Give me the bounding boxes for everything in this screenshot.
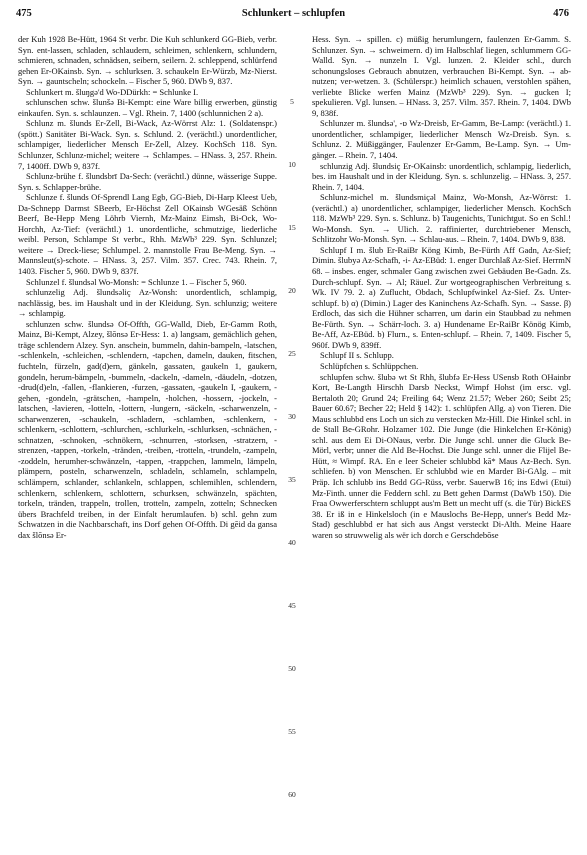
dictionary-entry: Schlupf I m. šlub Er-RaiBr Köng Kimb, Be-Fürth Aff Gadn, Az-Sief; Dimin. šlubyə Az-Schafh, -i- Az-EBüd: 1. enger Durchlaß Az-Sief. HerrmN 68. – insbes. enger, schmaler Gang zwischen zwei Gebäuden Be-Gadn. Zs. Durch-schlupf. Syn. → Al; Räuel. Zur wortgeographischen Verbreitung s. Wk. IV 79. 2. a) Zuflucht, Obdach, Schlupfwinkel Az-Sief. Zs. Unter-schlupf. b) α) (Dimin.) Lager des Kaninchens Az-Schafh. Syn. → Sasse. β) Erdloch, das sich die Hühner scharren, um darin ein Staubbad zu nehmen Be-Fürth. Syn. → Schärr-loch. 3. a) Hundename Er-RaiBr Könög Kimb, Be-Aff, Az-EBüd. b) Flurn., s. Enten-schlupf. – Rhein. 7, 1409. Fischer 5, 960f. DWb 9, 839ff. bbox=[312, 244, 571, 350]
line-number: 55 bbox=[288, 727, 296, 736]
dictionary-entry: Schlunz m. šlunds Er-Zell, Bi-Wack, Az-Wörrst Alz: 1. (Soldatenspr.) (spött.) Sanitäter Bi-Wack. Syn. s. Schlund. 2. (verächtl.) unordentlicher, schlampiger, liederlicher Mensch Er-Zell, Alzey. KochSch 118. Syn. Schlunzer, Schlunz-michel; weitere → Schlampes. – HNass. 3, 257. Rhein. 7, 1400ff. DWb 9, 837f. bbox=[18, 118, 277, 171]
line-number: 40 bbox=[288, 538, 296, 547]
left-column bbox=[18, 34, 277, 540]
dictionary-entry: Schlunkert m. šluŋgə'd Wo-DDürkh: = Schlunke I. bbox=[26, 86, 199, 97]
dictionary-entry: Schlüpfchen s. Schlüppchen. bbox=[320, 360, 419, 371]
line-number: 35 bbox=[288, 475, 296, 484]
entry-continuation: der Kuh 1928 Be-Hütt, 1964 St verbr. Die Kuh schlunkerd GG-Bieb, verbr. Syn. ent-lassen, schladen, schlaudern, schleimen, schlenkern, schlundern, schmieren, schnaden, schnädsen, seibern, seilern. 2. schleppend, schlürfend gehen Er-OKainsb. Syn. → schlurksen. 3. schaukeln Er-Würzb, Mz-Nierst. Syn. → gauntscheln; schockeln. – Fischer 5, 960. DWb 9, 837. bbox=[18, 34, 277, 87]
entry-continuation: Hess. Syn. → spillen. c) müßig herumlungern, faulenzen Er-Gamm. S. Schlunzer. Syn. → schweimern. d) im Halbschlaf liegen, schlummern GG-Walld. Syn. → nunzeln I. Vgl. lunzen. 2. Kleider schl., durch schonungsloses Gebrauch abnutzen, verbrauchen Bi-Kempt. Syn. → ab-nutzen; ver-wetzen. 3. (Schülerspr.) heimlich schauen, verstohlen spähen, verliebte Blicke werfen Mainz (MzWb³ 229). Syn. → gucken I; spekulieren. Vgl. lunsen. – HNass. 3, 257. Vilm. 357. Rhein. 7, 1404. DWb 9, 838f. bbox=[312, 34, 571, 118]
dictionary-entry: schlunzig Adj. šlundsiç Er-OKainsb: unordentlich, schlampig, liederlich, bes. im Haushalt und in der Kleidung. Syn. s. schlunzelig. – HNass. 3, 257. Rhein. 7, 1404. bbox=[312, 160, 571, 192]
line-number: 25 bbox=[288, 349, 296, 358]
running-head-title: Schlunkert – schlupfen bbox=[241, 8, 346, 19]
line-number: 30 bbox=[288, 412, 296, 421]
line-number: 10 bbox=[288, 160, 296, 169]
line-number: 45 bbox=[288, 601, 296, 610]
dictionary-entry: schlupfen schw. šlubə wt St Rhh, šlubfə Er-Hess USensb Roth OHainbr Kort, Be-Langth Hirschh Darsb Neckst, Wimpf Hohst (im ersc. vgl. Bertaloth 20; Grund 24; Freiling 64; Wenz 21.57; Weber 260; Seibt 25; Bauer 60.67; Becher 22; Held § 142): 1. schlüpfen Allg. a) von Tieren. Die Maus schlubbd ens Loch un sich zu verstecken Mz-Hill. Die Hinkel schl. in de Stall Be-GRohr. Holzamer 102. Die Junge (die Hinkelchen Er-König) schl. aus dem Ei Di-ONaus, verbr. Die Junge schl. unner die Gluck Be-Mörl, verbr; unner die Ald Be-Hochst. Die Junge schl. unner die Flijel Be-Hütt, ≈ Wimpf. RA. En e leer Scheier schlubbd kā* Maus Az-Bech. Syn. schliefen. b) von Menschen. Er schlubbd wie en Marder Bi-GAlg. – mit Präp. Ich schlubb ins Bedd GG-Rüss, verbr. SauerwB 16; ins Edwi (Etui) Mz-Finth. unner die Feddern schl. zu Bett gehen Darmst (DaWb 150). Die Fraa Owwerferschtern schluppt aus'm Bett un mecht uff (s. die Tür) BickES 38. Er iß in e Hinkelsloch (in e Mauslochs Be-Hepp, unner's Bedd Mz-Stad) geschlubbd er hat sich aus Angst versteckt Di-Alth. Meine Haare waren so struwwelig als wër ich dorch e Gerschdebōse bbox=[312, 371, 571, 540]
dictionary-entry: Schlunz-michel m. šlundsmiçəl Mainz, Wo-Monsh, Az-Wörrst: 1. (verächtl.) a) unordentlicher, schlampiger, liederlicher Mensch. KochSch 118. MzWb³ 229. Syn. s. Schlunz. b) Taugenichts, Tunichtgut. So en Schl.! Wo-Monsh. Syn. → Ulich. 2. raffinierter, durchtriebener Mensch, Schlitzohr Wo-Monsh. Syn. → Schlau-aus. – Rhein. 7, 1404. DWb 9, 838. bbox=[312, 192, 571, 245]
dictionary-entry: Schlunzel f. šlundsəl Wo-Monsh: = Schlunze 1. – Fischer 5, 960. bbox=[26, 276, 247, 287]
line-number: 5 bbox=[290, 97, 294, 106]
running-header bbox=[14, 8, 573, 24]
line-number: 15 bbox=[288, 223, 296, 232]
right-column bbox=[312, 34, 571, 540]
dictionary-entry: schlunzelig Adj. šlundsəliç Az-Wonsh: unordentlich, schlampig, nachlässig, bes. im Haushalt und in der Kleidung. Syn. schlunzig; weitere → schlampig. bbox=[18, 287, 277, 319]
dictionary-entry: Schlupf II s. Schlupp. bbox=[320, 350, 394, 361]
dictionary-entry: Schlunz-brühe f. šlundsbrī Da-Sech: (verächtl.) dünne, wässerige Suppe. Syn. s. Schlapper-brühe. bbox=[18, 171, 277, 192]
line-number: 60 bbox=[288, 790, 296, 799]
line-number: 50 bbox=[288, 664, 296, 673]
dictionary-entry: schlunzen schw. šlundsə Of-Offth, GG-Walld, Dieb, Er-Gamm Roth, Mainz, Bi-Kempt, Alzey, šlōnsə Er-Hess: 1. a) langsam, gemächlich gehen, träge schlendern Alzey. Syn. anschein, bummeln, dahin-bampeln, -latschen, -schlenkeln, -schleichen, -schlendern, -tapchen, dameln, dauken, fitschen, fuchteln, fürzeln, gad(d)ern, gänkeln, gassaten, gaukeln 1, gaukern, gondeln, herum-bämpeln, -bummeln, -dackeln, -dameln, -däudeln, -dotzen, -drud(d)eln, -fallen, -flankieren, -furzen, -gassaten, -gaukeln I, -gaukern, -gehen, -gondeln, -grätschen, -hampeln, -holchen, -hossern, -jockeln, -latschen, -lavieren, -lotteln, -lottern, -lungern, -säckeln, -scharwenzeln, -scharwenzeren, -schaukeln, -schladern, -schlamben, -schlenkern, -schlenkern, -schlottern, -schlurchen, -schlurkeln, -schlurksen, -schnächen, -schnatzen, -schnoken, -schnökern, -schnurren, -storksen, -stratzern, -strenzen, -tappen, -torkeln, -tränden, -treiben, -trotteln, -trundeln, -zampeln, -zoddeln, herumher-schwänzeln, -tappen, -trappchen, lammeln, lämpeln, plämpern, posteln, scharwenzeln, schladeln, schlameln, schlampeln, schlämpern, schlander, schlankeln, schlappen, schlemihlen, schlendern, schlenkern, schlenkern, schlottern, schurksen, schwänzeln, spächten, torkeln, tränden, trappeln, trollen, trotteln, zampeln, zotteln; Schnecken übers Brachfeld treiben, in der Einfalt herumlaufen. b) schl. gehn zum Schwatzen in die Nachbarschaft, ins Dorf gehen Of-Offth. Di gēid da gansa dax šlōnsə Er- bbox=[18, 318, 277, 540]
dictionary-entry: Schlunze f. šlunds Of-Sprendl Lang Egb, GG-Bieb, Di-Harp Kleest Ueb, Da-Schnepp Darmst SBeerb, Er-Höchst Zell OKainsb WGesäß Schönn Beerf, Be-Hepp Meng Löhrb Viernh, Mz-Mainz Eimsh, Bi-Ock, Wo-Horchh, Az-Tief: (verächtl.) 1. unordentliche, schmutzige, liederliche weibl. Person, Schlampe St verbr., Rhh. MzWb³ 229. Syn. Schlunzel; weitere → Dreck-liese; Schlumpel. 2. mannstolle Frau Be-Meng. Syn. → Mannsleut(s)-schote. – HNass. 3, 257. Vilm. 357. Crec. 743. Rhein. 7, 1403. Fischer 5, 960. DWb 9, 837f. bbox=[18, 192, 277, 277]
page-number-right: 476 bbox=[553, 8, 569, 19]
page-number-left: 475 bbox=[16, 8, 32, 19]
line-number: 20 bbox=[288, 286, 296, 295]
dictionary-entry: Schlunzer m. šlundsə', -ɒ Wz-Dreisb, Er-Gamm, Be-Lamp: (verächtl.) 1. unordentlicher, schlampiger, liederlicher Mensch Wz-Dreisb. Syn. s. Schlunz. 2. Müßiggänger, Faulenzer Er-Gamm, Be-Lamp. Syn. → Um-gänger. – Rhein. 7, 1404. bbox=[312, 118, 571, 161]
dictionary-entry: schlunschen schw. šlunšə Bi-Kempt: eine Ware billig erwerben, günstig einkaufen. Syn. s. schlaunzen. – Vgl. Rhein. 7, 1400 (schlunnichen 2 a). bbox=[18, 97, 277, 118]
